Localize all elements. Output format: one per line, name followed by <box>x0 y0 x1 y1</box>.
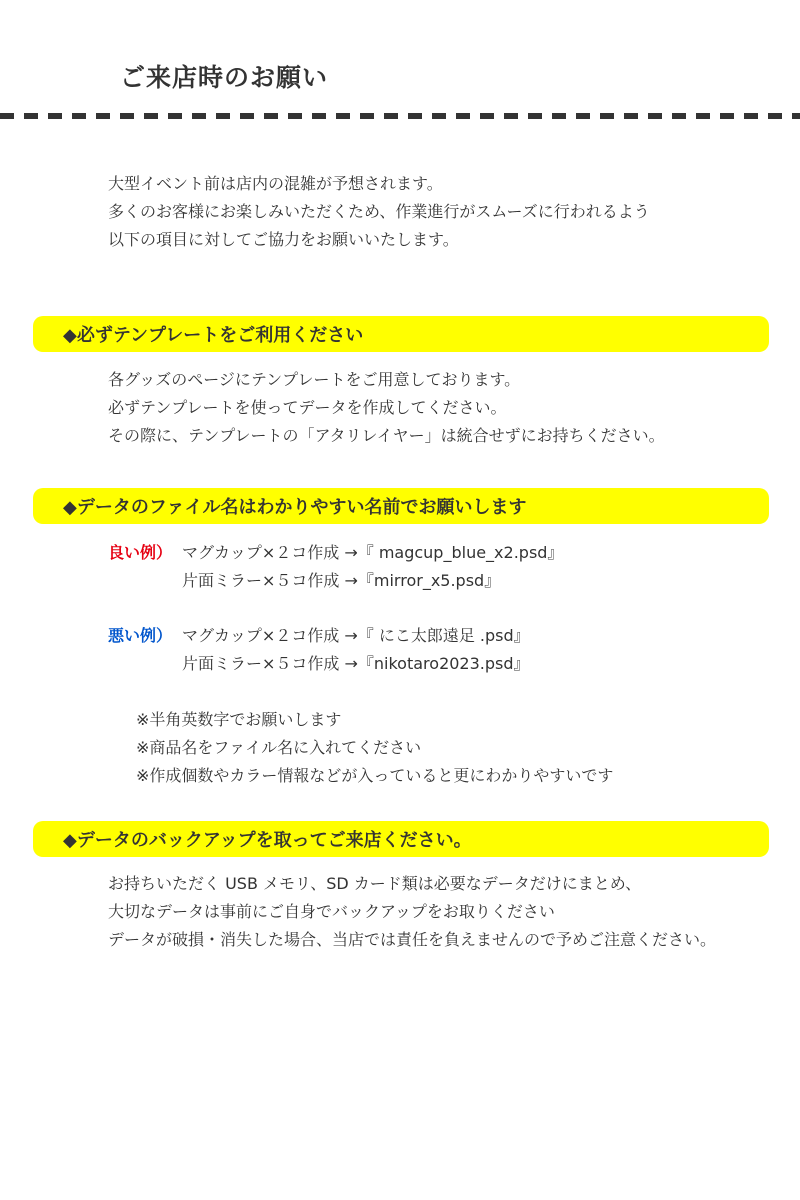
bad-example-row <box>108 650 530 678</box>
intro-line: 以下の項目に対してご協力をお願いいたします。 <box>108 230 459 249</box>
bad-example-text: マグカップ×２コ作成 →『 にこ太郎遠足 .psd』 <box>182 626 530 645</box>
intro-text <box>108 170 650 254</box>
section1-line: その際に、テンプレートの「アタリレイヤー」は統合せずにお持ちください。 <box>108 426 665 445</box>
good-example-row <box>108 539 563 567</box>
section1-text <box>108 366 665 450</box>
intro-line: 多くのお客様にお楽しみいただくため、作業進行がスムーズに行われるよう <box>108 202 650 221</box>
section1-line: 各グッズのページにテンプレートをご用意しております。 <box>108 370 521 389</box>
intro-line: 大型イベント前は店内の混雑が予想されます。 <box>108 174 443 193</box>
bad-example-label: 悪い例） <box>108 626 173 645</box>
section-heading-filename: ◆データのファイル名はわかりやすい名前でお願いします <box>33 488 769 524</box>
good-example-text: マグカップ×２コ作成 →『 magcup_blue_x2.psd』 <box>182 543 564 562</box>
dashed-divider <box>0 113 800 119</box>
filename-notes <box>136 706 613 790</box>
section-heading-template: ◆必ずテンプレートをご利用ください <box>33 316 769 352</box>
good-example-text: 片面ミラー×５コ作成 →『mirror_x5.psd』 <box>182 571 501 590</box>
bad-example-text: 片面ミラー×５コ作成 →『nikotaro2023.psd』 <box>182 654 530 673</box>
section3-line: お持ちいただく USB メモリ、SD カード類は必要なデータだけにまとめ、 <box>108 874 642 893</box>
good-example-label: 良い例） <box>108 543 173 562</box>
section3-text <box>108 870 716 954</box>
good-example-row <box>108 567 500 595</box>
bad-example-row <box>108 622 530 650</box>
section-heading-backup: ◆データのバックアップを取ってご来店ください。 <box>33 821 769 857</box>
section1-line: 必ずテンプレートを使ってデータを作成してください。 <box>108 398 507 417</box>
note-line: ※半角英数字でお願いします <box>136 710 342 729</box>
section3-line: データが破損・消失した場合、当店では責任を負えませんので予めご注意ください。 <box>108 930 717 949</box>
section3-line: 大切なデータは事前にご自身でバックアップをお取りください <box>108 902 555 921</box>
page-title: ご来店時のお願い <box>120 63 329 92</box>
note-line: ※作成個数やカラー情報などが入っていると更にわかりやすいです <box>136 766 614 785</box>
note-line: ※商品名をファイル名に入れてください <box>136 738 422 757</box>
